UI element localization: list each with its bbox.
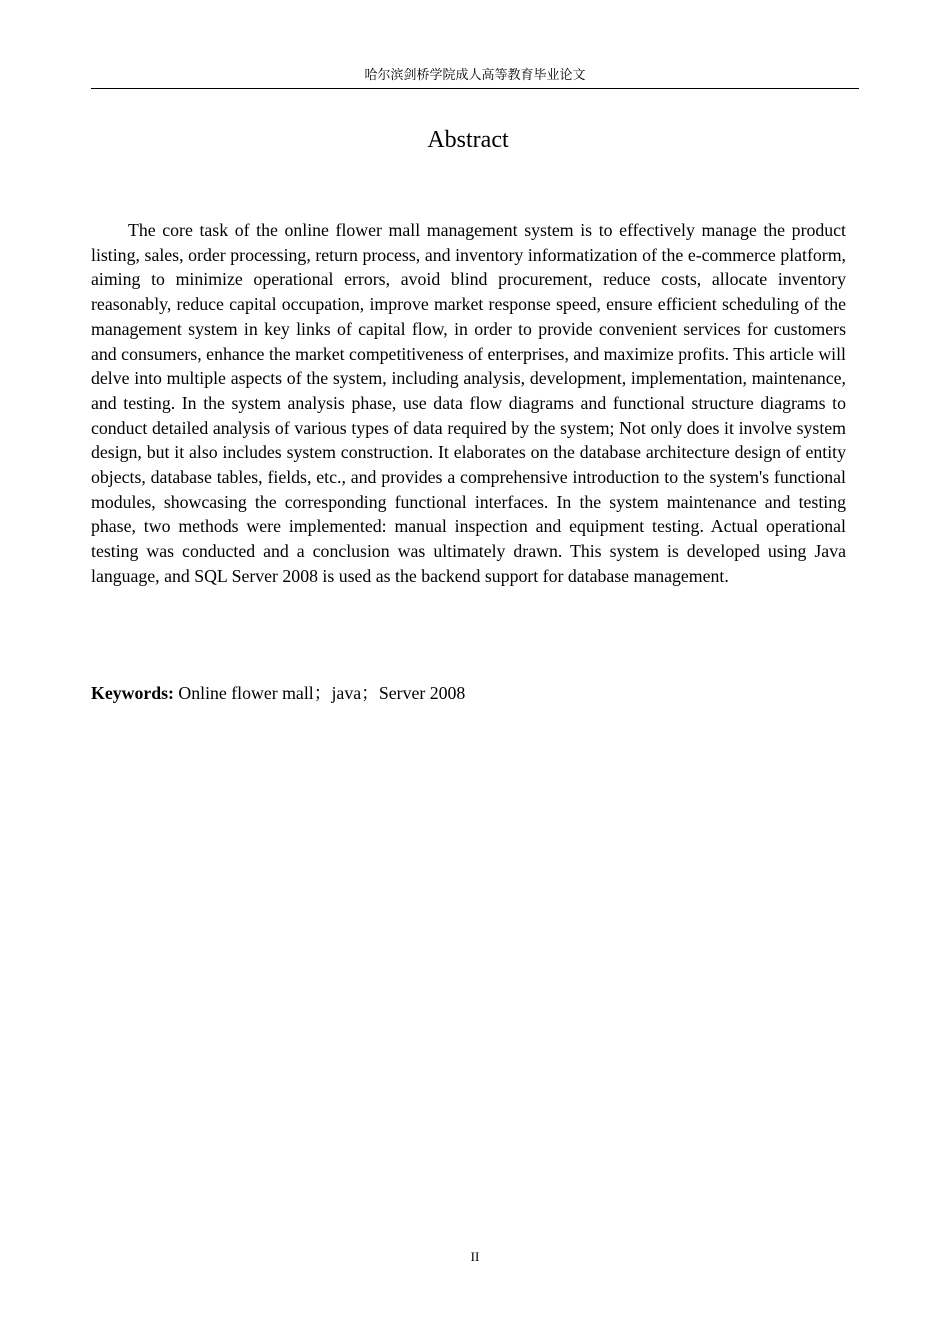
- running-header-text: 哈尔滨剑桥学院成人高等教育毕业论文: [364, 68, 586, 83]
- keywords-line: [91, 681, 846, 705]
- page-number: II: [470, 1249, 480, 1264]
- keywords-text: Online flower mall；java；Server 2008: [173, 683, 466, 703]
- keywords-label: Keywords:: [91, 683, 174, 703]
- abstract-body: The core task of the online flower mall management system is to effectively manage the product listing, sales, order processing, return process, and inventory informatization of the e-commerce platform, aiming to minimize operational errors, avoid blind procurement, reduce costs, allocate inventory reasonably, reduce capital occupation, improve market response speed, ensure efficient scheduling of the management system in key links of capital flow, in order to provide convenient services for customers and consumers, enhance the market competitiveness of enterprises, and maximize profits. This article will delve into multiple aspects of the system, including analysis, development, implementation, maintenance, and testing. In the system analysis phase, use data flow diagrams and functional structure diagrams to conduct detailed analysis of various types of data required by the system; Not only does it involve system design, but it also includes system construction. It elaborates on the database architecture design of entity objects, database tables, fields, etc., and provides a comprehensive introduction to the system's functional modules, showcasing the corresponding functional interfaces. In the system maintenance and testing phase, two methods were implemented: manual inspection and equipment testing. Actual operational testing was conducted and a conclusion was ultimately drawn. This system is developed using Java language, and SQL Server 2008 is used as the backend support for database management.: [91, 220, 846, 586]
- running-header: [91, 66, 859, 89]
- abstract-title: Abstract: [427, 127, 509, 153]
